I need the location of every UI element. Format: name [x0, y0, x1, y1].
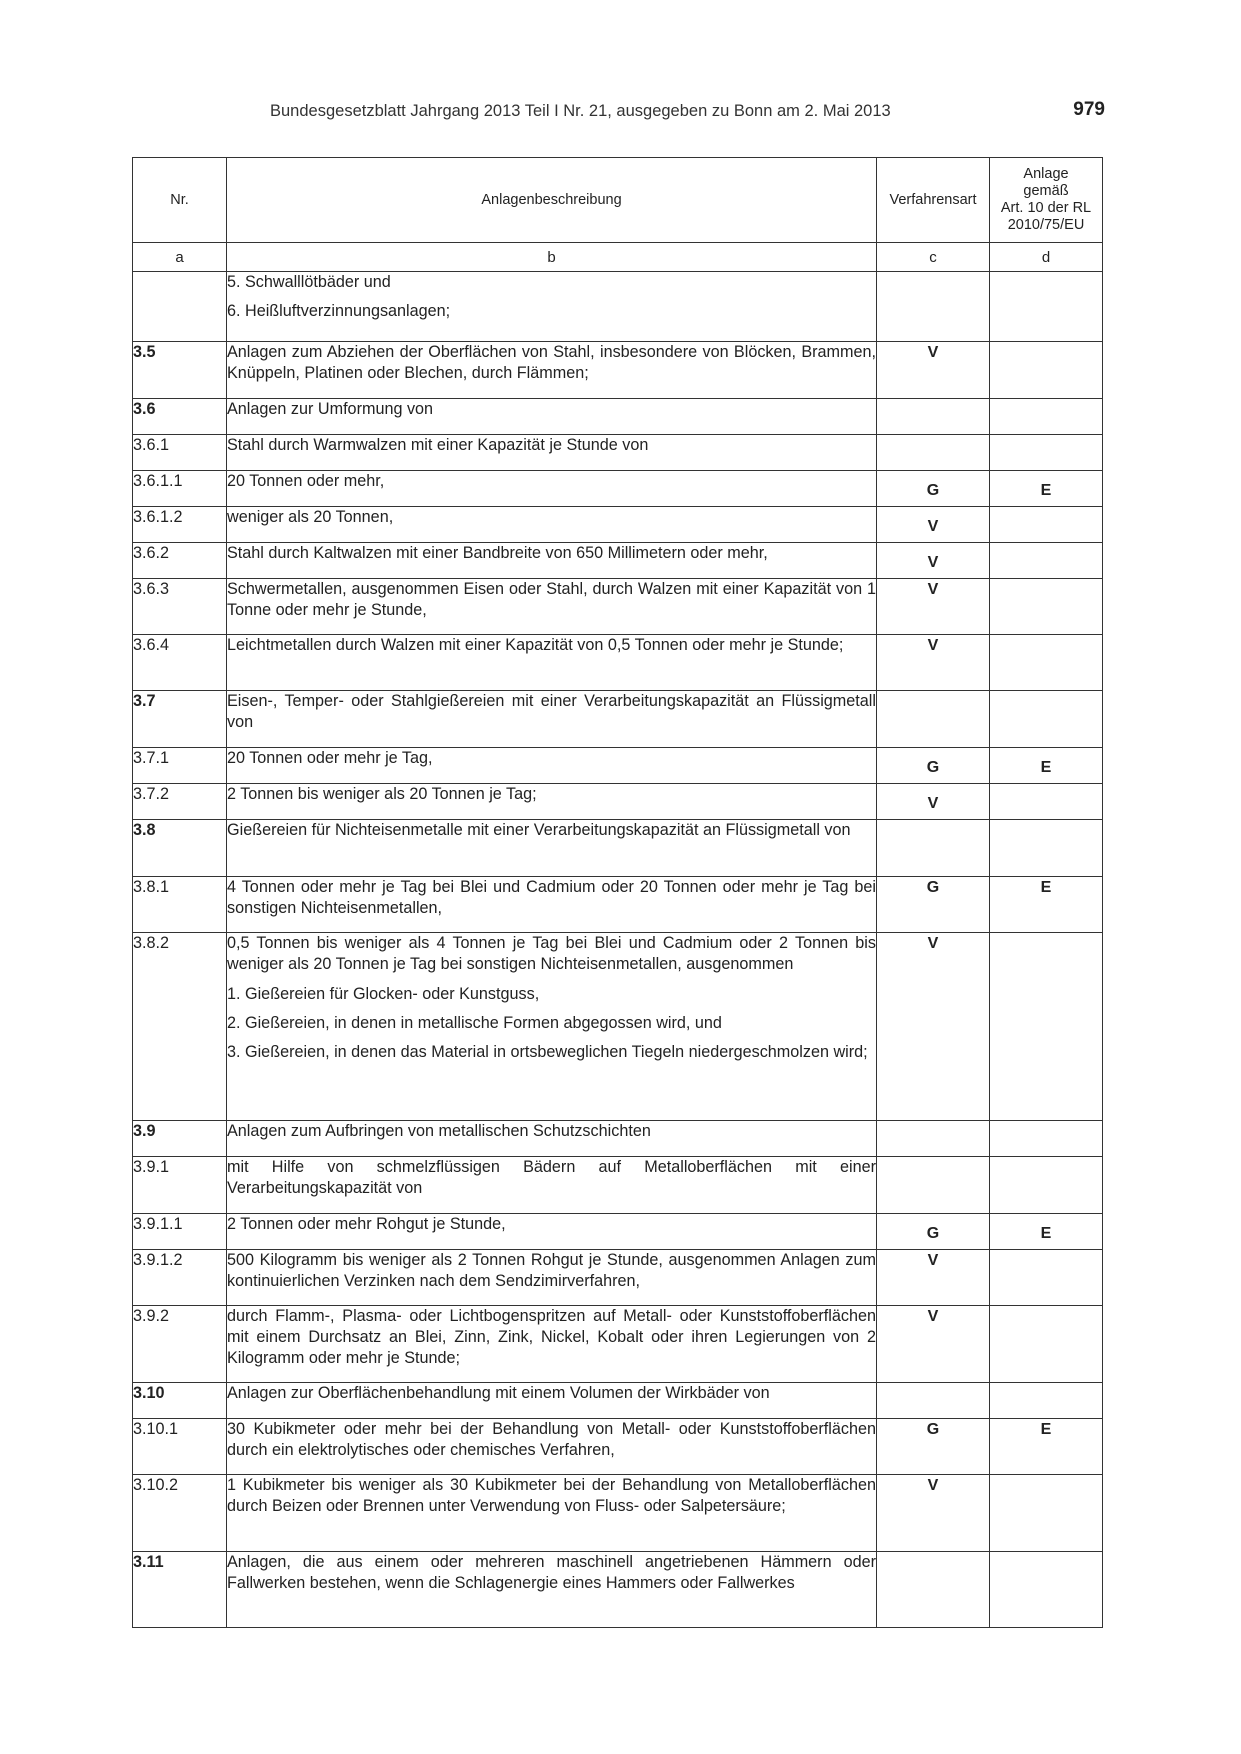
row-number: 3.9.1 — [133, 1157, 227, 1214]
annex-cell — [990, 435, 1103, 471]
annex-cell: E — [990, 1214, 1103, 1250]
row-description — [227, 1419, 877, 1475]
procedure-type-cell — [877, 820, 990, 877]
annex-cell — [990, 1121, 1103, 1157]
procedure-type-cell: V — [877, 507, 990, 543]
row-number: 3.6.3 — [133, 579, 227, 635]
procedure-type-cell: V — [877, 1250, 990, 1306]
row-description — [227, 342, 877, 399]
row-number: 3.6.1.2 — [133, 507, 227, 543]
row-description — [227, 579, 877, 635]
table-row — [133, 342, 1103, 399]
table-row — [133, 272, 1103, 342]
procedure-type-cell: V — [877, 342, 990, 399]
procedure-type-cell: G — [877, 877, 990, 933]
annex-cell: E — [990, 748, 1103, 784]
procedure-type-cell — [877, 399, 990, 435]
table-row — [133, 435, 1103, 471]
table-row — [133, 507, 1103, 543]
annex-cell — [990, 342, 1103, 399]
table-row — [133, 1121, 1103, 1157]
table-row — [133, 635, 1103, 691]
description-text: Stahl durch Warmwalzen mit einer Kapazität je Stunde von — [227, 436, 649, 454]
procedure-type-cell — [877, 1121, 990, 1157]
row-number: 3.9.2 — [133, 1306, 227, 1383]
column-letter: d — [990, 243, 1103, 272]
table-row — [133, 691, 1103, 748]
table-row — [133, 1552, 1103, 1628]
annex-cell — [990, 1157, 1103, 1214]
header-procedure-type: Verfahrensart — [877, 158, 990, 243]
annex-cell: E — [990, 471, 1103, 507]
header-nr: Nr. — [133, 158, 227, 243]
header-description: Anlagenbeschreibung — [227, 158, 877, 243]
row-number: 3.9 — [133, 1121, 227, 1157]
table-row — [133, 933, 1103, 1121]
description-text: Schwermetallen, ausgenommen Eisen oder Stahl, durch Walzen mit einer Kapazität von 1 Tonne oder mehr je Stunde, — [227, 580, 876, 619]
row-number: 3.5 — [133, 342, 227, 399]
description-text: 2 Tonnen oder mehr Rohgut je Stunde, — [227, 1215, 506, 1233]
annex-cell — [990, 272, 1103, 342]
description-text: 500 Kilogramm bis weniger als 2 Tonnen Rohgut je Stunde, ausgenommen Anlagen zum kontinuierlichen Verzinken nach dem Sendzimirverfahren, — [227, 1251, 876, 1290]
row-number: 3.7.1 — [133, 748, 227, 784]
table-row — [133, 1250, 1103, 1306]
column-letter: b — [227, 243, 877, 272]
header-annex-line: Art. 10 der RL — [1000, 200, 1092, 216]
annex-cell — [990, 507, 1103, 543]
procedure-type-cell: G — [877, 748, 990, 784]
row-description — [227, 691, 877, 748]
procedure-type-cell: V — [877, 1475, 990, 1552]
row-number: 3.7.2 — [133, 784, 227, 820]
annex-cell — [990, 635, 1103, 691]
description-text: Eisen-, Temper- oder Stahlgießereien mit einer Verarbeitungskapazität an Flüssigmetall von — [227, 692, 876, 731]
description-text: Anlagen, die aus einem oder mehreren maschinell angetriebenen Hämmern oder Fallwerken bestehen, wenn die Schlagenergie eines Hammers oder Fallwerkes — [227, 1553, 876, 1592]
procedure-type-cell: G — [877, 471, 990, 507]
row-description — [227, 1214, 877, 1250]
description-list-item: 2. Gießereien, in denen in metallische Formen abgegossen wird, und — [227, 1014, 722, 1032]
header-annex-line: gemäß — [1023, 183, 1069, 199]
procedure-type-cell — [877, 435, 990, 471]
table-body — [133, 272, 1103, 1628]
procedure-type-cell: V — [877, 579, 990, 635]
row-description — [227, 543, 877, 579]
procedure-type-cell: G — [877, 1419, 990, 1475]
column-letter-row — [133, 243, 1103, 272]
description-text: 2 Tonnen bis weniger als 20 Tonnen je Tag; — [227, 785, 537, 803]
row-description — [227, 877, 877, 933]
description-list-item: 1. Gießereien für Glocken- oder Kunstguss, — [227, 985, 540, 1003]
header-annex-line: 2010/75/EU — [1007, 217, 1085, 233]
row-description — [227, 272, 877, 342]
row-number: 3.9.1.1 — [133, 1214, 227, 1250]
description-list-item: 3. Gießereien, in denen das Material in ortsbeweglichen Tiegeln niedergeschmolzen wird; — [227, 1043, 868, 1061]
description-text: 30 Kubikmeter oder mehr bei der Behandlung von Metall- oder Kunststoffoberflächen durch ein elektrolytisches oder chemisches Verfahren, — [227, 1420, 876, 1459]
row-description — [227, 784, 877, 820]
table-row — [133, 543, 1103, 579]
row-number: 3.10 — [133, 1383, 227, 1419]
column-letter: a — [133, 243, 227, 272]
row-description — [227, 933, 877, 1121]
row-description — [227, 471, 877, 507]
row-description — [227, 1157, 877, 1214]
table-row — [133, 399, 1103, 435]
row-description — [227, 435, 877, 471]
annex-cell — [990, 691, 1103, 748]
procedure-type-cell — [877, 272, 990, 342]
table-row — [133, 579, 1103, 635]
table-row — [133, 784, 1103, 820]
procedure-type-cell: V — [877, 635, 990, 691]
row-description — [227, 507, 877, 543]
annex-cell: E — [990, 877, 1103, 933]
row-number: 3.10.1 — [133, 1419, 227, 1475]
table-row — [133, 1419, 1103, 1475]
table-row — [133, 1383, 1103, 1419]
description-text: 4 Tonnen oder mehr je Tag bei Blei und Cadmium oder 20 Tonnen oder mehr je Tag bei sonstigen Nichteisenmetallen, — [227, 878, 876, 917]
procedure-type-cell: V — [877, 784, 990, 820]
procedure-type-cell — [877, 691, 990, 748]
annex-cell — [990, 1306, 1103, 1383]
row-description — [227, 635, 877, 691]
header-annex — [990, 158, 1103, 243]
row-number: 3.11 — [133, 1552, 227, 1628]
description-text: Anlagen zum Aufbringen von metallischen Schutzschichten — [227, 1122, 651, 1140]
header-annex-line: Anlage — [1023, 166, 1069, 182]
column-letter: c — [877, 243, 990, 272]
annex-cell — [990, 579, 1103, 635]
table-row — [133, 1157, 1103, 1214]
procedure-type-cell — [877, 1383, 990, 1419]
procedure-type-cell — [877, 1157, 990, 1214]
row-number: 3.8.2 — [133, 933, 227, 1121]
annex-cell — [990, 933, 1103, 1121]
row-description — [227, 1552, 877, 1628]
description-text: mit Hilfe von schmelzflüssigen Bädern auf Metalloberflächen mit einer Verarbeitungskapazität von — [227, 1158, 876, 1197]
row-number: 3.6 — [133, 399, 227, 435]
procedure-type-cell: G — [877, 1214, 990, 1250]
description-text: weniger als 20 Tonnen, — [227, 508, 394, 526]
annex-cell — [990, 543, 1103, 579]
procedure-type-cell: V — [877, 933, 990, 1121]
row-number: 3.9.1.2 — [133, 1250, 227, 1306]
procedure-type-cell: V — [877, 543, 990, 579]
row-description — [227, 1383, 877, 1419]
table-row — [133, 748, 1103, 784]
row-number: 3.8.1 — [133, 877, 227, 933]
description-text: Leichtmetallen durch Walzen mit einer Kapazität von 0,5 Tonnen oder mehr je Stunde; — [227, 636, 844, 654]
row-number: 3.6.1.1 — [133, 471, 227, 507]
table-row — [133, 471, 1103, 507]
row-number: 3.7 — [133, 691, 227, 748]
annex-cell — [990, 1383, 1103, 1419]
row-description — [227, 748, 877, 784]
description-text: Gießereien für Nichteisenmetalle mit einer Verarbeitungskapazität an Flüssigmetall von — [227, 821, 851, 839]
description-text: 0,5 Tonnen bis weniger als 4 Tonnen je Tag bei Blei und Cadmium oder 2 Tonnen bis weniger als 20 Tonnen je Tag bei sonstigen Nichteisenmetallen, ausgenommen — [227, 934, 876, 973]
row-description — [227, 1475, 877, 1552]
table-header-row — [133, 158, 1103, 243]
annex-cell — [990, 1552, 1103, 1628]
annex-cell — [990, 784, 1103, 820]
description-text: durch Flamm-, Plasma- oder Lichtbogenspritzen auf Metall- oder Kunststoffoberflächen mit einem Durchsatz an Blei, Zinn, Zink, Nickel, Kobalt oder ihren Legierungen von 2 Kilogramm oder mehr je Stunde; — [227, 1307, 876, 1367]
row-description — [227, 399, 877, 435]
description-text: Anlagen zur Umformung von — [227, 400, 434, 418]
description-list-item: 6. Heißluftverzinnungsanlagen; — [227, 302, 451, 320]
row-number: 3.6.2 — [133, 543, 227, 579]
annex-cell — [990, 1475, 1103, 1552]
description-text: 20 Tonnen oder mehr, — [227, 472, 385, 490]
page-number: 979 — [1073, 99, 1105, 120]
description-text: Anlagen zur Oberflächenbehandlung mit einem Volumen der Wirkbäder von — [227, 1384, 770, 1402]
description-text: Anlagen zum Abziehen der Oberflächen von Stahl, insbesondere von Blöcken, Brammen, Knüppeln, Platinen oder Blechen, durch Flämmen; — [227, 343, 876, 382]
row-number: 3.8 — [133, 820, 227, 877]
row-description — [227, 1121, 877, 1157]
procedure-type-cell: V — [877, 1306, 990, 1383]
description-text: Stahl durch Kaltwalzen mit einer Bandbreite von 650 Millimetern oder mehr, — [227, 544, 768, 562]
row-description — [227, 1250, 877, 1306]
row-description — [227, 820, 877, 877]
annex-cell — [990, 399, 1103, 435]
running-head: Bundesgesetzblatt Jahrgang 2013 Teil I Nr. 21, ausgegeben zu Bonn am 2. Mai 2013 — [270, 102, 891, 120]
table-row — [133, 1475, 1103, 1552]
installations-table — [132, 157, 1103, 1628]
description-list-item: 5. Schwalllötbäder und — [227, 273, 391, 291]
annex-cell — [990, 1250, 1103, 1306]
procedure-type-cell — [877, 1552, 990, 1628]
description-text: 1 Kubikmeter bis weniger als 30 Kubikmeter bei der Behandlung von Metalloberflächen durch Beizen oder Brennen unter Verwendung von Fluss- oder Salpetersäure; — [227, 1476, 876, 1515]
description-text: 20 Tonnen oder mehr je Tag, — [227, 749, 433, 767]
table-row — [133, 1214, 1103, 1250]
row-number: 3.10.2 — [133, 1475, 227, 1552]
row-number: 3.6.4 — [133, 635, 227, 691]
annex-cell — [990, 820, 1103, 877]
row-number: 3.6.1 — [133, 435, 227, 471]
annex-cell: E — [990, 1419, 1103, 1475]
table-row — [133, 820, 1103, 877]
table-row — [133, 877, 1103, 933]
row-number — [133, 272, 227, 342]
row-description — [227, 1306, 877, 1383]
table-row — [133, 1306, 1103, 1383]
